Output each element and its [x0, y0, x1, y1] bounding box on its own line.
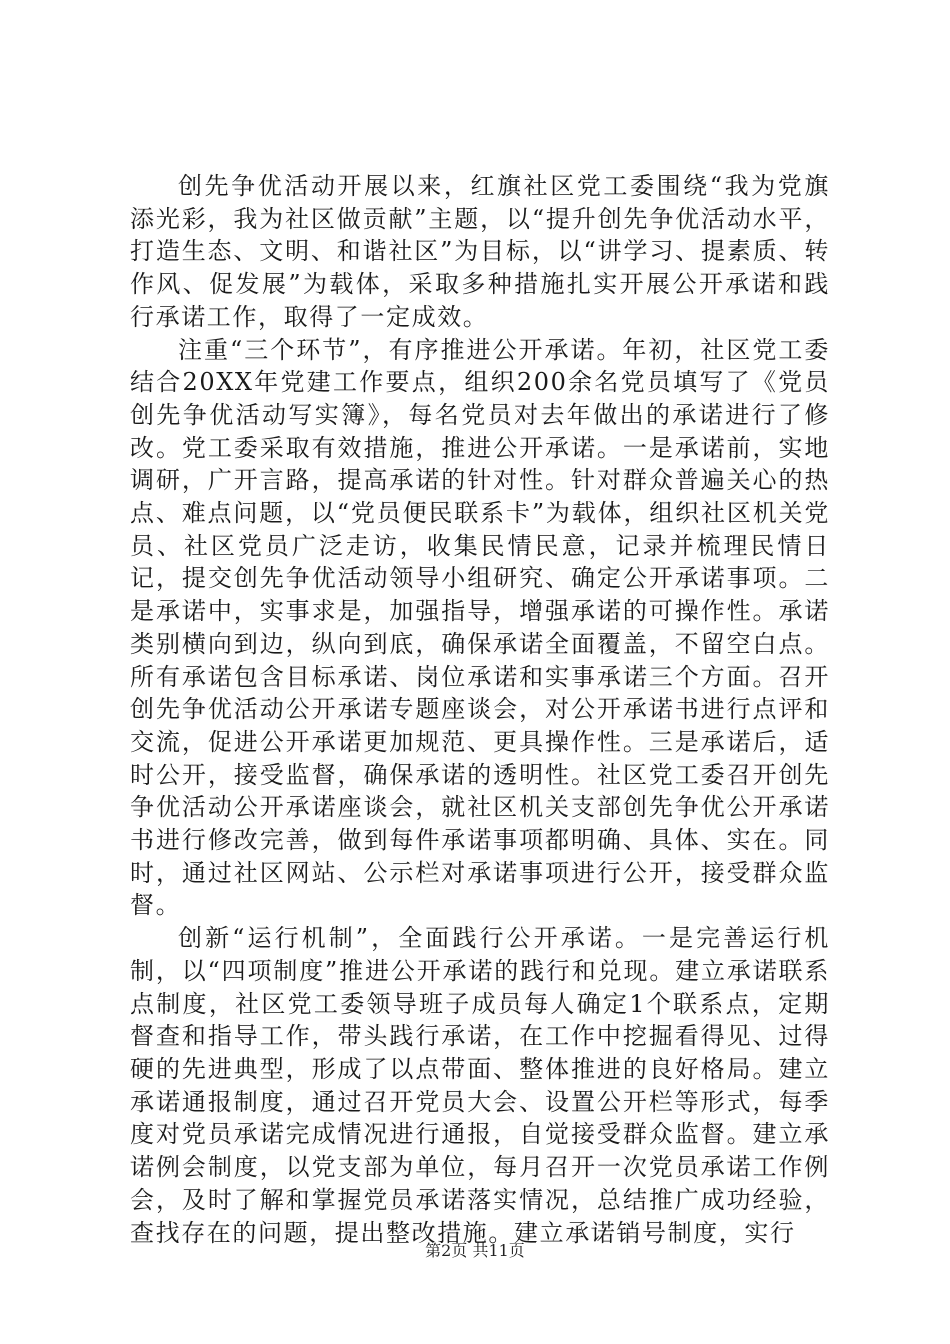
paragraph-three-links: 注重“三个环节”，有序推进公开承诺。年初，社区党工委结合20XX年党建工作要点，组织200余名党员填写了《党员创先争优活动写实簿》，每名党员对去年做出的承诺进行了修改。党工委采取有效措施，推进公开承诺。一是承诺前，实地调研，广开言路，提高承诺的针对性。针对群众普遍关心的热点、难点问题，以“党员便民联系卡”为载体，组织社区机关党员、社区党员广泛走访，收集民情民意，记录并梳理民情日记，提交创先争优活动领导小组研究、确定公开承诺事项。二是承诺中，实事求是，加强指导，增强承诺的可操作性。承诺类别横向到边，纵向到底，确保承诺全面覆盖，不留空白点。所有承诺包含目标承诺、岗位承诺和实事承诺三个方面。召开创先争优活动公开承诺专题座谈会，对公开承诺书进行点评和交流，促进公开承诺更加规范、更具操作性。三是承诺后，适时公开，接受监督，确保承诺的透明性。社区党工委召开创先争优活动公开承诺座谈会，就社区机关支部创先争优公开承诺书进行修改完善，做到每件承诺事项都明确、具体、实在。同时，通过社区网站、公示栏对承诺事项进行公开，接受群众监督。 [130, 335, 830, 920]
page-number-footer: 第2页 共11页 [425, 1241, 525, 1260]
document-body [130, 170, 830, 1249]
paragraph-intro: 创先争优活动开展以来，红旗社区党工委围绕“我为党旗添光彩，我为社区做贡献”主题，以“提升创先争优活动水平，打造生态、文明、和谐社区”为目标，以“讲学习、提素质、转作风、促发展”为载体，采取多种措施扎实开展公开承诺和践行承诺工作，取得了一定成效。 [130, 172, 830, 331]
paragraph-mechanism: 创新“运行机制”，全面践行公开承诺。一是完善运行机制，以“四项制度”推进公开承诺的践行和兑现。建立承诺联系点制度，社区党工委领导班子成员每人确定1个联系点，定期督查和指导工作，带头践行承诺，在工作中挖掘看得见、过得硬的先进典型，形成了以点带面、整体推进的良好格局。建立承诺通报制度，通过召开党员大会、设置公开栏等形式，每季度对党员承诺完成情况进行通报，自觉接受群众监督。建立承诺例会制度，以党支部为单位，每月召开一次党员承诺工作例会，及时了解和掌握党员承诺落实情况，总结推广成功经验，查找存在的问题，提出整改措施。建立承诺销号制度，实行 [130, 924, 830, 1247]
